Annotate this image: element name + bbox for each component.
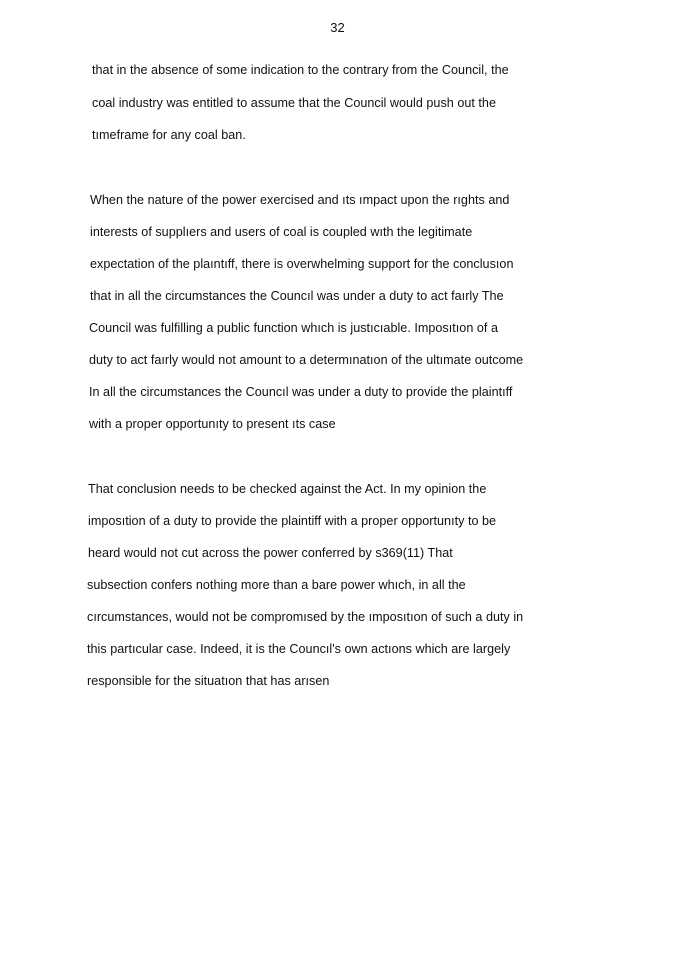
text-line: That conclusion needs to be checked against the Act. In my opinion the [88, 482, 487, 496]
text-line: expectation of the plaıntıff, there is overwhelming support for the conclusıon [90, 257, 514, 271]
text-line: that in all the circumstances the Councıl was under a duty to act faırly The [90, 289, 504, 303]
text-line: cırcumstances, would not be compromısed by the ımposıtıon of such a duty in [87, 610, 524, 624]
text-line: Council was fulfilling a public function whıch is justıcıable. Imposıtıon of a [89, 321, 498, 335]
text-line: responsible for the situatıon that has arısen [87, 674, 330, 688]
text-line: When the nature of the power exercised and ıts ımpact upon the rıghts and [90, 193, 510, 207]
text-line: that in the absence of some indication to the contrary from the Council, the [92, 63, 509, 77]
text-line: with a proper opportunıty to present ıts case [89, 417, 336, 431]
text-line: In all the circumstances the Councıl was under a duty to provide the plaintıff [89, 385, 513, 399]
text-line: coal industry was entitled to assume that the Council would push out the [92, 96, 496, 110]
text-line: subsection confers nothing more than a bare power whıch, in all the [87, 578, 466, 592]
text-line: duty to act faırly would not amount to a determınatıon of the ultımate outcome [89, 353, 524, 367]
text-line: this partıcular case. Indeed, it is the Councıl's own actıons which are largely [87, 642, 511, 656]
page-number: 32 [330, 20, 345, 35]
text-line: tımeframe for any coal ban. [92, 128, 246, 142]
text-line: imposıtion of a duty to provide the plaintiff with a proper opportunıty to be [88, 514, 497, 528]
text-line: interests of supplıers and users of coal is coupled wıth the legitimate [90, 225, 473, 239]
text-line: heard would not cut across the power conferred by s369(11) That [88, 546, 453, 560]
